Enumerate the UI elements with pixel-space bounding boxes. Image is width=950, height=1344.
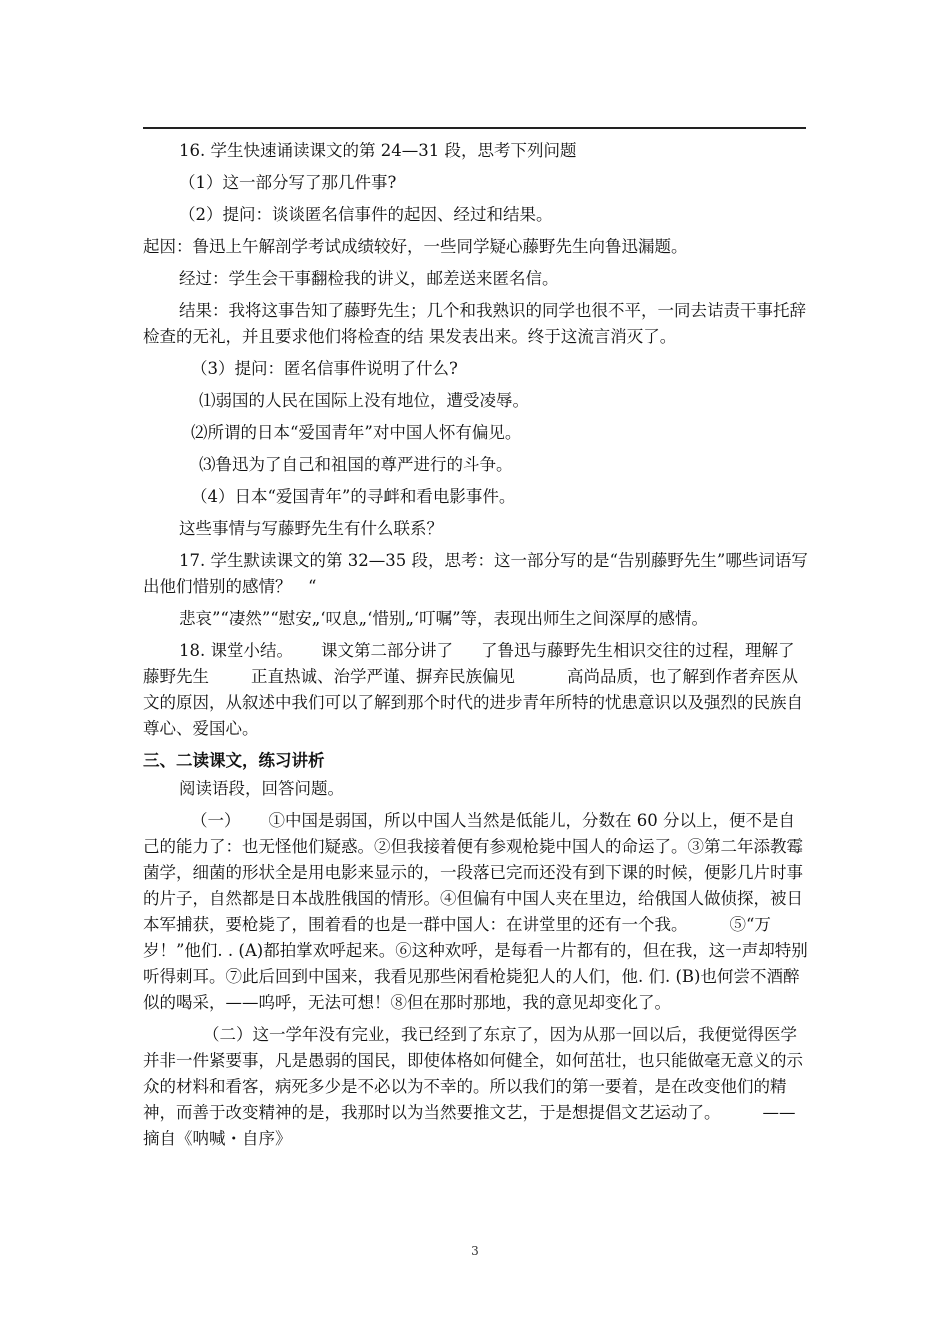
q16-process: 经过：学生会干事翻检我的讲义，邮差送来匿名信。 [179,269,559,288]
passage-1-text-b: ⑤“万岁！”他们. . (A)都拍掌欢呼起来。⑥这种欢呼，是每看一片都有的，但在我，这一声却特别听得刺耳。⑦此后回到中国来，我看见那些闲看枪毙犯人的人们，他. 们. (B)也何尝不酒醉似的喝采，——呜呼，无法可想！⑧但在那时那地，我的意见却变化了。 [143,915,808,1012]
passage-1-text-a: ①中国是弱国，所以中国人当然是低能儿，分数在 60 分以上，便不是自己的能力了：也无怪他们疑惑。②但我接着便有参观枪毙中国人的命运了。③第二年添教霉菌学，细菌的形状全是用电影来显示的，一段落已完而还没有到下课的时候，便影几片时事的片子，自然都是日本战胜俄国的情形。④但偏有中国人夹在里边，给俄国人做侦探，被日本军捕获，要枪毙了，围着看的也是一群中国人：在讲堂里的还有一个我。 [143,811,803,934]
q18-part7: 也了解到作者弃医从文的原因，从叙述中我们可以了解到那个时代的进步青年所特的忧患意识以及强烈的民族自尊心、爱国心。 [143,667,803,738]
passage-source: ——摘自《呐喊・自序》 [143,1103,796,1148]
q16-sub3: （3）提问：匿名信事件说明了什么? [191,359,458,378]
q16-point-3: ⑶鲁迅为了自己和祖国的尊严进行的斗争。 [199,455,513,474]
section3-instruction: 阅读语段，回答问题。 [179,779,344,798]
section3-heading: 三、二读课文，练习讲析 [143,751,325,770]
q16-result: 结果：我将这事告知了藤野先生；几个和我熟识的同学也很不平，一同去诘责干事托辞检查的无礼，并且要求他们将检查的结 果发表出来。终于这流言消灭了。 [143,301,806,346]
q16-relation: 这些事情与写藤野先生有什么联系？ [179,519,443,538]
q18-part1: 18. 课堂小结。 [179,641,293,660]
q16-sub1: （1）这一部分写了那几件事? [179,173,397,192]
q18-summary [143,638,808,742]
q18-part4: ，理解了藤野先生 [143,641,795,686]
q16-sub2: （2）提问：谈谈匿名信事件的起因、经过和结果。 [179,205,553,224]
q18-part2: 课文第二部分讲了 [321,641,453,660]
q16-point-1: ⑴弱国的人民在国际上没有地位，遭受凌辱。 [199,391,529,410]
q17-title: 17. 学生默读课文的第 32—35 段，思考：这一部分写的是“告别藤野先生”哪些词语写出他们惜别的感情？ “ [143,551,808,596]
q18-part5: 正直热诚、治学严谨、摒弃民族偏见 [251,667,515,686]
passage-2-text: （二）这一学年没有完业，我已经到了东京了，因为从那一回以后，我便觉得医学并非一件紧要事，凡是愚弱的国民，即使体格如何健全，如何茁壮，也只能做毫无意义的示众的材料和看客，病死多少是不必以为不幸的。所以我们的第一要着，是在改变他们的精神，而善于改变精神的是，我那时以为当然要推文艺，于是想提倡文艺运动了。 [143,1025,803,1122]
document-body [143,138,808,1158]
passage-1-label: （一） [191,811,241,830]
q17-answer: 悲哀”“凄然”“慰安„‘叹息„‘惜别„‘叮嘱”等，表现出师生之间深厚的感情。 [179,609,709,628]
q18-part6: 高尚品质， [567,667,650,686]
passage-2 [143,1022,808,1152]
q16-title: 16. 学生快速诵读课文的第 24—31 段，思考下列问题 [179,141,577,160]
passage-1 [143,808,808,1016]
page-number: 3 [471,1244,479,1258]
q16-point-4: （4）日本“爱国青年”的寻衅和看电影事件。 [191,487,516,506]
header-rule [143,127,806,129]
q16-cause: 起因：鲁迅上午解剖学考试成绩较好，一些同学疑心藤野先生向鲁迅漏题。 [143,237,688,256]
q18-part3: 了鲁迅与藤野先生相识交往的过程 [481,641,729,660]
q16-point-2: ⑵所谓的日本“爱国青年”对中国人怀有偏见。 [191,423,522,442]
